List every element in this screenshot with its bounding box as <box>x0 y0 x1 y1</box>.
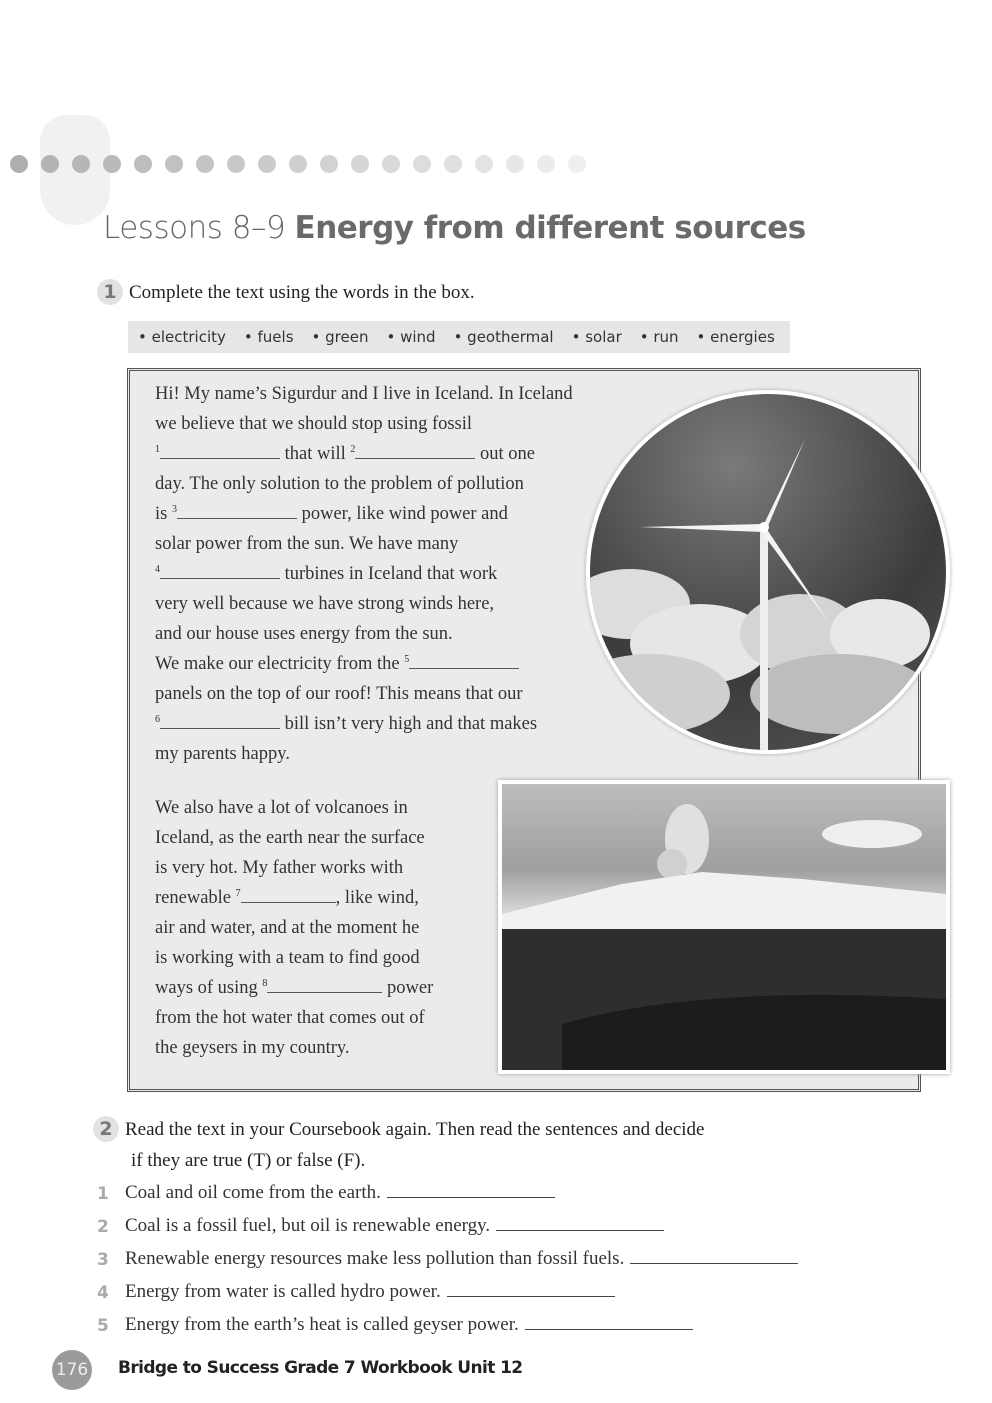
decorative-dots <box>10 155 586 173</box>
passage-text: that will <box>280 444 351 465</box>
question-number: 2 <box>97 1217 109 1237</box>
passage-text: We make our electricity from the <box>155 654 405 675</box>
page-title <box>103 210 806 246</box>
passage-line <box>155 744 290 765</box>
passage-line <box>155 828 425 849</box>
passage-line <box>155 684 523 705</box>
passage-text: turbines in Iceland that work <box>280 564 498 585</box>
passage-text: is <box>155 504 172 525</box>
page-number: 176 <box>52 1350 92 1390</box>
passage-line <box>155 594 494 615</box>
gap-blank-6[interactable] <box>160 714 280 729</box>
decorative-dot <box>506 155 524 173</box>
gap-number: 8 <box>262 978 268 989</box>
word-option: • run <box>639 328 679 346</box>
question-text: Coal is a fossil fuel, but oil is renewable energy. <box>125 1215 491 1236</box>
answer-blank[interactable] <box>387 1183 555 1198</box>
passage-text: ways of using <box>155 978 263 999</box>
passage-text: renewable <box>155 888 236 909</box>
word-option: • green <box>311 328 369 346</box>
passage-line <box>155 414 472 435</box>
wind-turbine-image <box>586 390 950 754</box>
decorative-dot <box>568 155 586 173</box>
passage-line <box>155 504 508 525</box>
gap-number: 5 <box>404 654 410 665</box>
gap-number: 7 <box>235 888 241 899</box>
gap-blank-2[interactable] <box>355 444 475 459</box>
lesson-number: Lessons 8–9 <box>103 210 286 246</box>
decorative-dot <box>134 155 152 173</box>
gap-number: 4 <box>155 564 160 575</box>
word-box <box>128 321 790 353</box>
exercise-1-instruction: Complete the text using the words in the box. <box>129 282 475 303</box>
passage-line <box>155 1038 350 1059</box>
decorative-dot <box>289 155 307 173</box>
passage-text: is working with a team to find good <box>155 948 420 968</box>
decorative-dot <box>320 155 338 173</box>
answer-blank[interactable] <box>496 1216 664 1231</box>
word-option: • wind <box>386 328 436 346</box>
question-text: Renewable energy resources make less pollution than fossil fuels. <box>125 1248 625 1269</box>
exercise-2-instruction-cont: if they are true (T) or false (F). <box>131 1150 366 1171</box>
passage-line <box>155 624 453 645</box>
decorative-dot <box>196 155 214 173</box>
gap-blank-3[interactable] <box>177 504 297 519</box>
passage-line <box>155 714 537 735</box>
passage-line <box>155 534 458 555</box>
true-false-question <box>125 1182 555 1204</box>
book-title: Bridge to Success Grade 7 Workbook Unit 12 <box>118 1358 523 1378</box>
word-option: • electricity <box>138 328 226 346</box>
decorative-dot <box>41 155 59 173</box>
decorative-dot <box>351 155 369 173</box>
passage-text: bill isn’t very high and that makes <box>280 714 538 735</box>
true-false-question <box>125 1248 798 1270</box>
question-number: 1 <box>97 1184 109 1204</box>
passage-text: the geysers in my country. <box>155 1038 350 1058</box>
passage-text: power <box>382 978 434 999</box>
lesson-topic: Energy from different sources <box>294 210 806 246</box>
decorative-dot <box>165 155 183 173</box>
true-false-question <box>125 1281 615 1303</box>
gap-blank-4[interactable] <box>160 564 280 579</box>
volcano-image <box>498 780 950 1074</box>
word-option: • fuels <box>243 328 294 346</box>
passage-line <box>155 978 433 999</box>
gap-number: 1 <box>155 444 160 455</box>
passage-line <box>155 948 420 969</box>
gap-number: 2 <box>350 444 356 455</box>
question-number: 3 <box>97 1250 109 1270</box>
decorative-dot <box>413 155 431 173</box>
question-text: Coal and oil come from the earth. <box>125 1182 381 1203</box>
word-option: • geothermal <box>453 328 554 346</box>
question-number: 5 <box>97 1316 109 1336</box>
exercise-1-number: 1 <box>97 279 123 305</box>
answer-blank[interactable] <box>447 1282 615 1297</box>
passage-line <box>155 1008 425 1029</box>
decorative-dot <box>103 155 121 173</box>
true-false-question <box>125 1215 664 1237</box>
true-false-question <box>125 1314 693 1336</box>
passage-line <box>155 384 573 405</box>
question-text: Energy from water is called hydro power. <box>125 1281 441 1302</box>
passage-text: air and water, and at the moment he <box>155 918 420 938</box>
exercise-2-number: 2 <box>93 1116 119 1142</box>
passage-line <box>155 918 419 939</box>
passage-line <box>155 474 524 495</box>
passage-line <box>155 654 519 675</box>
answer-blank[interactable] <box>525 1315 693 1330</box>
gap-blank-5[interactable] <box>409 654 519 669</box>
exercise-2-instruction: Read the text in your Coursebook again. Then read the sentences and decide <box>125 1119 705 1140</box>
gap-number: 6 <box>155 714 160 725</box>
passage-text: , like wind, <box>335 888 419 909</box>
word-option: • solar <box>571 328 622 346</box>
gap-blank-8[interactable] <box>267 978 382 993</box>
decorative-dot <box>382 155 400 173</box>
passage-text: panels on the top of our roof! This means that our <box>155 684 523 704</box>
decorative-dot <box>258 155 276 173</box>
word-option: • energies <box>696 328 775 346</box>
passage-text: is very hot. My father works with <box>155 858 404 878</box>
passage-text: solar power from the sun. We have many <box>155 534 459 554</box>
passage-text: my parents happy. <box>155 744 290 764</box>
passage-text: Hi! My name’s Sigurdur and I live in Iceland. In Iceland <box>155 384 573 404</box>
decorative-dot <box>475 155 493 173</box>
passage-text: Iceland, as the earth near the surface <box>155 828 425 848</box>
passage-text: out one <box>475 444 536 465</box>
passage-line <box>155 564 497 585</box>
decorative-dot <box>10 155 28 173</box>
passage-text: day. The only solution to the problem of pollution <box>155 474 524 494</box>
decorative-dot <box>537 155 555 173</box>
passage-line <box>155 888 419 909</box>
passage-text: power, like wind power and <box>296 504 508 525</box>
gap-blank-7[interactable] <box>241 888 336 903</box>
gap-blank-1[interactable] <box>160 444 280 459</box>
decorative-dot <box>72 155 90 173</box>
answer-blank[interactable] <box>630 1249 798 1264</box>
passage-text: we believe that we should stop using fossil <box>155 414 473 434</box>
passage-line <box>155 858 403 879</box>
gap-number: 3 <box>171 504 177 515</box>
question-text: Energy from the earth’s heat is called geyser power. <box>125 1314 519 1335</box>
passage-text: We also have a lot of volcanoes in <box>155 798 408 818</box>
question-number: 4 <box>97 1283 109 1303</box>
passage-text: very well because we have strong winds here, <box>155 594 495 614</box>
passage-text: from the hot water that comes out of <box>155 1008 425 1028</box>
passage-line <box>155 444 535 465</box>
passage-line <box>155 798 408 819</box>
decorative-dot <box>444 155 462 173</box>
passage-text: and our house uses energy from the sun. <box>155 624 453 644</box>
decorative-dot <box>227 155 245 173</box>
